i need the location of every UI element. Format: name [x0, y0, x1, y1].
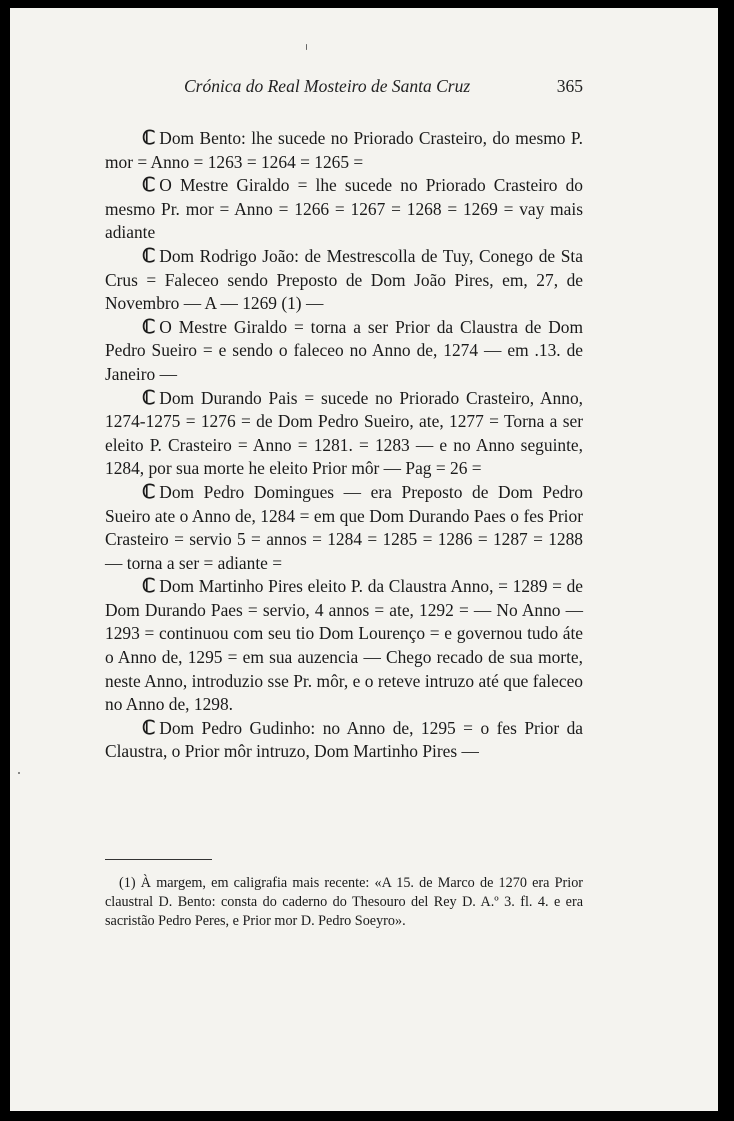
- paragraph-text: O Mestre Giraldo = torna a ser Prior da Claustra de Dom Pedro Sueiro = e sendo o faleceo no Anno de, 1274 — em .13. de Janeiro —: [105, 316, 583, 384]
- paragraph-mark-icon: ℂ: [142, 128, 156, 149]
- paper-speck: [306, 44, 307, 50]
- paragraph-mark-icon: ℂ: [142, 175, 156, 197]
- entry-paragraph: [105, 387, 583, 481]
- footnote-divider: [105, 859, 212, 860]
- paragraph-mark-icon: ℂ: [142, 245, 156, 267]
- entry-paragraph: [105, 481, 583, 575]
- paragraph-text: Dom Bento: lhe sucede no Priorado Crasteiro, do mesmo P. mor = Anno = 1263 = 1264 = 1265 =: [105, 128, 583, 172]
- entry-paragraph: [105, 575, 583, 717]
- book-page: [10, 8, 718, 1111]
- entry-paragraph: [105, 174, 583, 245]
- paragraph-mark-icon: ℂ: [142, 576, 156, 598]
- entry-paragraph: [105, 127, 583, 174]
- paragraph-text: Dom Martinho Pires eleito P. da Claustra Anno, = 1289 = de Dom Durando Paes = servio, 4 annos = ate, 1292 = — No Anno — 1293 = continuou com seu tio Dom Lourenço = e governou tudo áte o Anno de, 1295 = em sua auzencia — Chego recado de sua morte, neste Anno, introduzio sse Pr. môr, e o reteve intruzo até que faleceo no Anno de, 1298.: [105, 576, 583, 715]
- running-title: Crónica do Real Mosteiro de Santa Cruz: [184, 76, 471, 96]
- footnote: [105, 874, 583, 931]
- paragraph-text: Dom Durando Pais = sucede no Priorado Crasteiro, Anno, 1274-1275 = 1276 = de Dom Pedro Sueiro, ate, 1277 = Torna a ser eleito P. Crasteiro = Anno = 1281. = 1283 — e no Anno seguinte, 1284, por sua morte he eleito Prior môr — Pag = 26 =: [105, 387, 583, 479]
- paragraph-mark-icon: ℂ: [142, 481, 156, 503]
- paragraph-text: O Mestre Giraldo = lhe sucede no Priorado Crasteiro do mesmo Pr. mor = Anno = 1266 = 1267 = 1268 = 1269 = vay mais adiante: [105, 175, 583, 243]
- paragraph-mark-icon: ℂ: [142, 387, 156, 409]
- entry-paragraph: [105, 717, 583, 764]
- footnote-number: (1): [119, 875, 136, 891]
- paragraph-mark-icon: ℂ: [142, 717, 156, 739]
- entry-paragraph: [105, 316, 583, 387]
- paper-speck: [18, 772, 20, 774]
- paragraph-mark-icon: ℂ: [142, 316, 156, 338]
- entry-paragraph: [105, 245, 583, 316]
- page-number: 365: [556, 76, 583, 96]
- paragraph-text: Dom Pedro Gudinho: no Anno de, 1295 = o fes Prior da Claustra, o Prior môr intruzo, Dom Martinho Pires —: [105, 717, 583, 762]
- paragraph-text: Dom Pedro Domingues — era Preposto de Dom Pedro Sueiro ate o Anno de, 1284 = em que Dom Durando Paes o fes Prior Crasteiro = servio 5 = annos = 1284 = 1285 = 1286 = 1287 = 1288 — torna a ser = adiante =: [105, 481, 583, 573]
- main-text: [105, 127, 583, 764]
- footnote-text: À margem, em caligrafia mais recente: «A 15. de Marco de 1270 era Prior claustral D. Bento: consta do caderno do Thesouro del Rey D. A.º 3. fl. 4. e era sacristão Pedro Peres, e Prior mor D. Pedro Soeyro».: [105, 875, 584, 929]
- paragraph-text: Dom Rodrigo João: de Mestrescolla de Tuy, Conego de Sta Crus = Faleceo sendo Preposto de Dom João Pires, em, 27, de Novembro — A — 1269 (1) —: [105, 245, 583, 314]
